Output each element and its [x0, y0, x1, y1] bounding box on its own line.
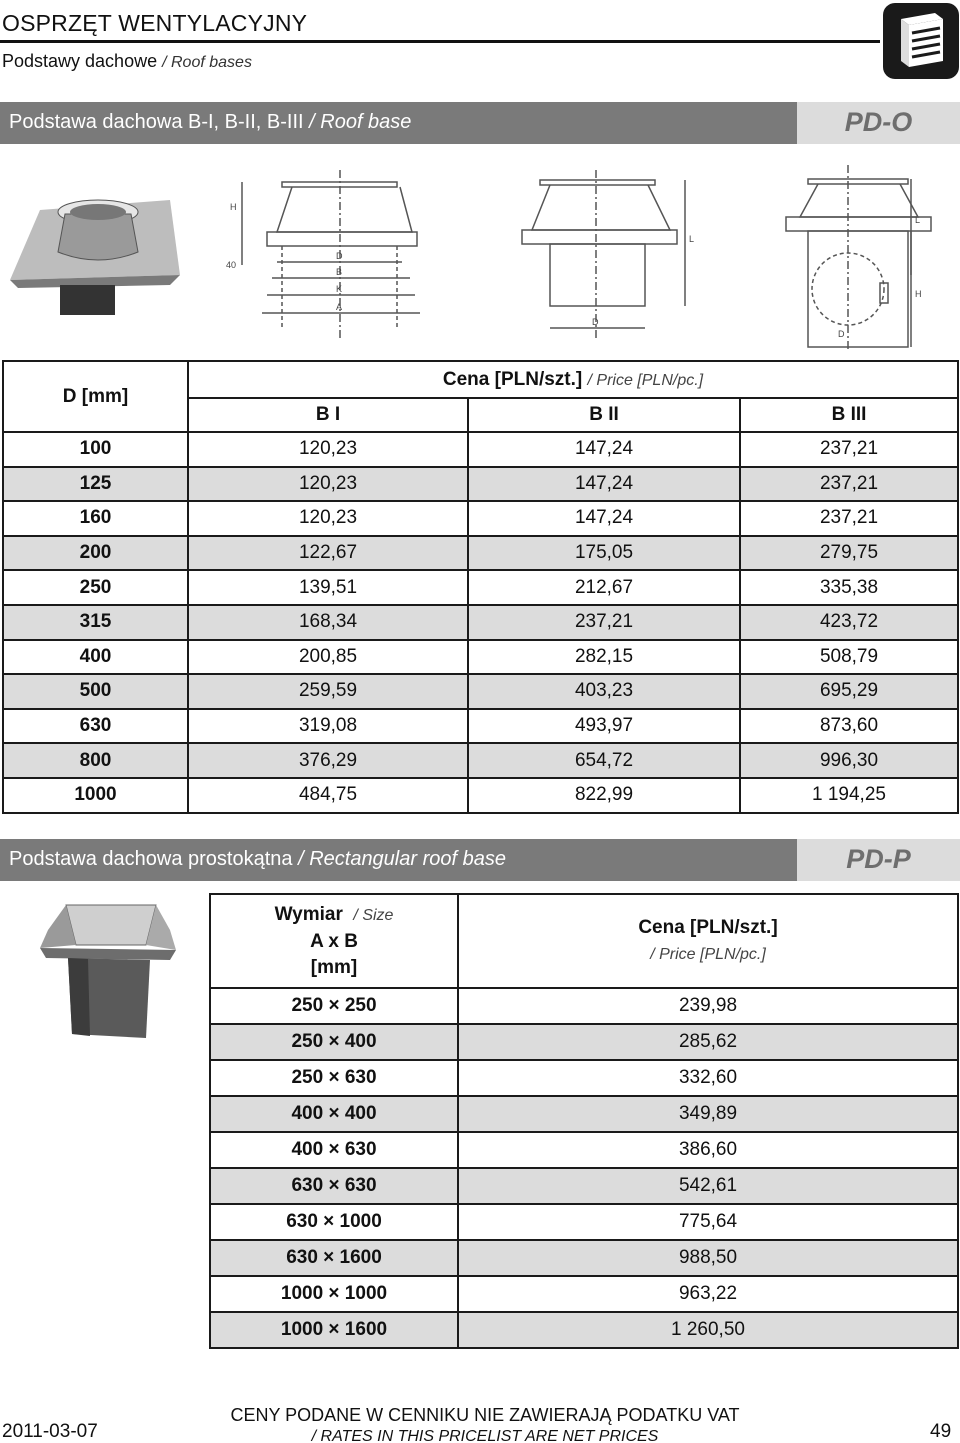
rectangular-roof-base-photo [38, 900, 178, 1040]
product-figures [0, 160, 960, 350]
table-cell: 122,67 [188, 536, 468, 571]
table-cell: 237,21 [740, 467, 958, 502]
section-band-roof-base [0, 102, 960, 144]
table-cell: 160 [3, 501, 188, 536]
table-cell: 332,60 [458, 1060, 958, 1096]
table-row [210, 1024, 958, 1060]
dim-label-d: D [838, 329, 845, 339]
table-row [210, 1240, 958, 1276]
table-header-row [210, 894, 958, 988]
table-body [210, 988, 958, 1348]
table-cell: 237,21 [740, 501, 958, 536]
subtitle-en: / Roof bases [162, 54, 252, 71]
table-cell: 403,23 [468, 674, 740, 709]
dim-label-l: L [689, 234, 695, 244]
table-cell: 484,75 [188, 778, 468, 813]
product-code: PD-O [797, 102, 960, 144]
table-cell: 250 × 630 [210, 1060, 458, 1096]
diameter-header: D [mm] [3, 361, 188, 432]
product-code: PD-P [797, 839, 960, 881]
section-title-pl: Podstawa dachowa B-I, B-II, B-III [9, 111, 304, 133]
table-cell: 100 [3, 432, 188, 467]
drawing-b3 [778, 165, 958, 350]
table-cell: 237,21 [740, 432, 958, 467]
size-header [210, 894, 458, 988]
table-row [3, 709, 958, 744]
section-title-pl: Podstawa dachowa prostokątna [9, 848, 293, 870]
table-cell: 963,22 [458, 1276, 958, 1312]
dim-label-k: K [336, 284, 343, 294]
table-cell: 376,29 [188, 743, 468, 778]
section-title [0, 839, 797, 881]
table-cell: 400 [3, 640, 188, 675]
table-cell: 508,79 [740, 640, 958, 675]
price-header-pl: Cena [PLN/szt.] [638, 916, 778, 938]
table-cell: 988,50 [458, 1240, 958, 1276]
table-cell: 168,34 [188, 605, 468, 640]
roof-base-price-table [2, 360, 959, 814]
table-row [3, 778, 958, 813]
table-cell: 1 260,50 [458, 1312, 958, 1348]
section-title-en: / Rectangular roof base [298, 848, 506, 870]
table-row [3, 467, 958, 502]
table-cell: 500 [3, 674, 188, 709]
table-row [210, 988, 958, 1024]
table-cell: 239,98 [458, 988, 958, 1024]
dim-label-h: H [915, 289, 922, 299]
table-cell: 175,05 [468, 536, 740, 571]
size-axb: A x B [310, 930, 358, 952]
table-cell: 147,24 [468, 432, 740, 467]
section-title [0, 102, 797, 144]
table-cell: 996,30 [740, 743, 958, 778]
table-row [210, 1276, 958, 1312]
col-header-b1: B I [188, 398, 468, 432]
table-cell: 400 × 400 [210, 1096, 458, 1132]
table-cell: 423,72 [740, 605, 958, 640]
table-cell: 775,64 [458, 1204, 958, 1240]
dim-label-d: D [592, 317, 599, 327]
table-cell: 630 × 1600 [210, 1240, 458, 1276]
table-cell: 120,23 [188, 432, 468, 467]
page-subtitle [2, 51, 252, 72]
table-cell: 120,23 [188, 501, 468, 536]
table-cell: 800 [3, 743, 188, 778]
dim-label-h: H [230, 202, 237, 212]
dim-label-a: A [336, 302, 343, 312]
table-row [210, 1168, 958, 1204]
table-cell: 630 × 1000 [210, 1204, 458, 1240]
table-row [210, 1312, 958, 1348]
table-cell: 1000 × 1000 [210, 1276, 458, 1312]
table-row [3, 501, 958, 536]
table-cell: 200 [3, 536, 188, 571]
table-cell: 315 [3, 605, 188, 640]
table-cell: 654,72 [468, 743, 740, 778]
col-header-b3: B III [740, 398, 958, 432]
table-header-row [3, 361, 958, 398]
table-cell: 493,97 [468, 709, 740, 744]
subtitle-pl: Podstawy dachowe [2, 51, 158, 71]
table-cell: 250 [3, 570, 188, 605]
price-header-en: / Price [PLN/pc.] [587, 371, 704, 389]
table-row [3, 640, 958, 675]
page-title: OSPRZĘT WENTYLACYJNY [2, 10, 308, 36]
table-cell: 285,62 [458, 1024, 958, 1060]
page-header [0, 0, 960, 100]
table-cell: 822,99 [468, 778, 740, 813]
table-cell: 349,89 [458, 1096, 958, 1132]
table-cell: 120,23 [188, 467, 468, 502]
table-row [210, 1132, 958, 1168]
table-cell: 873,60 [740, 709, 958, 744]
table-cell: 259,59 [188, 674, 468, 709]
dim-label-d: D [336, 251, 343, 261]
footer-vat-note [180, 1405, 790, 1443]
price-header-pl: Cena [PLN/szt.] [442, 368, 583, 390]
table-row [3, 674, 958, 709]
table-cell: 695,29 [740, 674, 958, 709]
section-band-rectangular [0, 839, 960, 881]
vat-note-en: / RATES IN THIS PRICELIST ARE NET PRICES [311, 1428, 659, 1443]
table-cell: 282,15 [468, 640, 740, 675]
dim-label-b: B [336, 267, 343, 277]
drawing-b2 [510, 170, 705, 345]
rectangular-price-table [209, 893, 959, 1349]
price-header [458, 894, 958, 988]
table-row [210, 1204, 958, 1240]
ventilation-grille-icon [883, 3, 959, 79]
section-title-en: / Roof base [309, 111, 412, 133]
page-number: 49 [930, 1421, 952, 1442]
table-cell: 386,60 [458, 1132, 958, 1168]
table-cell: 250 × 400 [210, 1024, 458, 1060]
table-cell: 630 [3, 709, 188, 744]
dim-label-40: 40 [226, 260, 237, 270]
table-cell: 147,24 [468, 467, 740, 502]
drawing-b1 [222, 170, 422, 345]
table-cell: 542,61 [458, 1168, 958, 1204]
table-cell: 139,51 [188, 570, 468, 605]
table-cell: 1 194,25 [740, 778, 958, 813]
price-header [188, 361, 958, 398]
vat-note-pl: CENY PODANE W CENNIKU NIE ZAWIERAJĄ PODATKU VAT [230, 1405, 740, 1425]
table-cell: 319,08 [188, 709, 468, 744]
footer-date: 2011-03-07 [2, 1421, 98, 1442]
roof-base-photo [10, 190, 185, 320]
table-row [3, 743, 958, 778]
size-unit: [mm] [310, 956, 358, 978]
table-row [3, 536, 958, 571]
table-cell: 335,38 [740, 570, 958, 605]
title-divider [0, 40, 880, 43]
table-row [3, 432, 958, 467]
table-body [3, 432, 958, 813]
table-cell: 279,75 [740, 536, 958, 571]
table-cell: 237,21 [468, 605, 740, 640]
table-row [210, 1096, 958, 1132]
table-cell: 147,24 [468, 501, 740, 536]
dim-label-l: L [915, 215, 921, 225]
table-row [3, 605, 958, 640]
table-cell: 250 × 250 [210, 988, 458, 1024]
table-cell: 400 × 630 [210, 1132, 458, 1168]
table-cell: 125 [3, 467, 188, 502]
table-cell: 200,85 [188, 640, 468, 675]
table-cell: 1000 × 1600 [210, 1312, 458, 1348]
table-cell: 212,67 [468, 570, 740, 605]
price-header-en: / Price [PLN/pc.] [650, 945, 766, 963]
table-row [3, 570, 958, 605]
size-header-en: / Size [353, 906, 394, 924]
table-cell: 1000 [3, 778, 188, 813]
size-header-pl: Wymiar [274, 903, 343, 925]
col-header-b2: B II [468, 398, 740, 432]
table-cell: 630 × 630 [210, 1168, 458, 1204]
table-row [210, 1060, 958, 1096]
